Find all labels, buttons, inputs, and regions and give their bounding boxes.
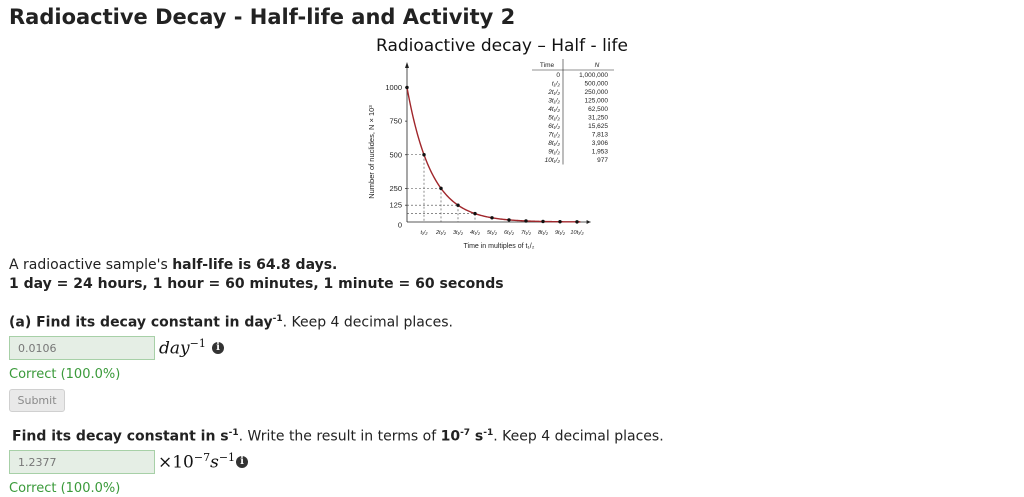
x-tick-label: 6t₁/₂ bbox=[503, 230, 515, 236]
table-cell-n: 7,813 bbox=[591, 131, 608, 139]
data-point bbox=[558, 220, 561, 223]
table-header-time: Time bbox=[539, 62, 555, 69]
data-point bbox=[507, 218, 510, 221]
table-cell-time: 8t₁/₂ bbox=[548, 140, 560, 147]
part-a-question-exp: -1 bbox=[272, 314, 283, 324]
y-axis-label: Number of nuclides, N × 10³ bbox=[367, 105, 376, 199]
part-b-unit-s: s bbox=[210, 452, 219, 473]
y-tick-label: 0 bbox=[397, 220, 402, 230]
table-cell-n: 500,000 bbox=[584, 80, 608, 88]
table-cell-time: 3t₁/₂ bbox=[548, 97, 560, 105]
page-title: Radioactive Decay - Half-life and Activity 2 bbox=[9, 5, 516, 29]
table-cell-time: 0 bbox=[556, 72, 560, 79]
data-point bbox=[524, 219, 527, 222]
y-tick-label: 250 bbox=[389, 183, 402, 193]
part-a-question-rest: . Keep 4 decimal places. bbox=[282, 314, 453, 331]
data-point bbox=[473, 212, 476, 215]
statement-prefix: A radioactive sample's bbox=[9, 257, 173, 273]
table-cell-n: 1,953 bbox=[591, 148, 608, 156]
table-cell-time: 10t₁/₂ bbox=[544, 157, 560, 164]
x-tick-label: 7t₁/₂ bbox=[520, 230, 532, 236]
y-tick-label: 750 bbox=[389, 116, 402, 126]
table-cell-time: 6t₁/₂ bbox=[548, 123, 560, 130]
y-tick-label: 500 bbox=[389, 150, 402, 160]
table-cell-time: 2t₁/₂ bbox=[548, 89, 560, 96]
part-b-unit-exp-2: −1 bbox=[218, 451, 236, 464]
x-tick-label: 9t₁/₂ bbox=[554, 230, 566, 236]
table-header-n: N bbox=[594, 62, 600, 69]
table-cell-n: 250,000 bbox=[584, 89, 608, 96]
y-tick-label: 1000 bbox=[385, 83, 402, 92]
table-cell-n: 1,000,000 bbox=[579, 72, 608, 79]
part-b-q-text-2: . Write the result in terms of bbox=[238, 428, 441, 445]
table-cell-n: 62,500 bbox=[588, 106, 608, 113]
data-point bbox=[490, 216, 493, 219]
data-point bbox=[575, 220, 578, 223]
x-tick-label: 8t₁/₂ bbox=[537, 230, 549, 236]
part-a-answer-input[interactable] bbox=[9, 336, 155, 360]
part-b-q-exp-1: -1 bbox=[228, 428, 239, 438]
table-cell-n: 125,000 bbox=[584, 97, 608, 105]
part-a-info-icon[interactable]: i bbox=[212, 342, 224, 354]
part-b-q-exp-2: -7 bbox=[460, 428, 471, 438]
x-tick-label: 4t₁/₂ bbox=[469, 230, 481, 236]
part-b-q-bold-3: s bbox=[470, 428, 484, 445]
data-point bbox=[422, 153, 425, 156]
part-b-unit bbox=[158, 451, 235, 473]
part-b-q-text-3: . Keep 4 decimal places. bbox=[493, 428, 664, 445]
data-point bbox=[541, 220, 544, 223]
table-cell-time: 4t₁/₂ bbox=[548, 106, 560, 113]
part-a-unit-base: day bbox=[159, 338, 190, 359]
figure-title: Radioactive decay – Half - life bbox=[376, 36, 628, 56]
x-tick-label: 5t₁/₂ bbox=[486, 230, 498, 236]
part-a-question bbox=[9, 314, 453, 331]
table-cell-time: 7t₁/₂ bbox=[548, 131, 560, 139]
submit-button[interactable]: Submit bbox=[9, 389, 65, 412]
part-a-unit-exp: −1 bbox=[189, 337, 206, 350]
x-axis-label: Time in multiples of t₁/₂ bbox=[463, 243, 535, 250]
table-cell-n: 31,250 bbox=[588, 114, 608, 122]
part-b-status: Correct (100.0%) bbox=[9, 481, 121, 496]
table-cell-time: 5t₁/₂ bbox=[548, 114, 560, 122]
data-point bbox=[456, 203, 459, 206]
data-point bbox=[439, 187, 442, 190]
x-axis-arrow bbox=[587, 220, 591, 224]
unit-conversions: 1 day = 24 hours, 1 hour = 60 minutes, 1 minute = 60 seconds bbox=[9, 276, 504, 292]
y-axis-arrow bbox=[405, 62, 409, 68]
table-cell-time: 9t₁/₂ bbox=[548, 148, 560, 156]
part-b-info-icon[interactable]: i bbox=[236, 456, 248, 468]
x-tick-label: t₁/₂ bbox=[420, 230, 428, 236]
table-cell-n: 15,625 bbox=[588, 123, 608, 130]
table-cell-time: t₁/₂ bbox=[551, 80, 560, 88]
part-b-q-bold-2: 10 bbox=[440, 428, 461, 445]
half-life-value: half-life is 64.8 days. bbox=[172, 257, 338, 273]
part-a-unit bbox=[159, 337, 206, 359]
x-tick-label: 2t₁/₂ bbox=[435, 230, 447, 236]
part-b-q-exp-3: -1 bbox=[483, 428, 494, 438]
x-tick-label: 10t₁/₂ bbox=[570, 230, 584, 236]
x-tick-label: 3t₁/₂ bbox=[452, 230, 464, 236]
table-cell-n: 3,906 bbox=[591, 140, 608, 147]
part-b-unit-prefix: ×10 bbox=[158, 452, 194, 473]
part-a-question-bold: (a) Find its decay constant in day bbox=[9, 314, 273, 331]
part-b-answer-input[interactable] bbox=[9, 450, 155, 474]
part-b-unit-exp-1: −7 bbox=[193, 451, 211, 464]
y-tick-label: 125 bbox=[389, 200, 402, 210]
part-a-status: Correct (100.0%) bbox=[9, 367, 121, 382]
problem-statement bbox=[9, 257, 337, 273]
decay-figure bbox=[364, 58, 620, 254]
table-cell-n: 977 bbox=[597, 157, 608, 164]
part-b-q-bold-1: Find its decay constant in s bbox=[12, 428, 229, 445]
part-b-question bbox=[12, 428, 664, 445]
